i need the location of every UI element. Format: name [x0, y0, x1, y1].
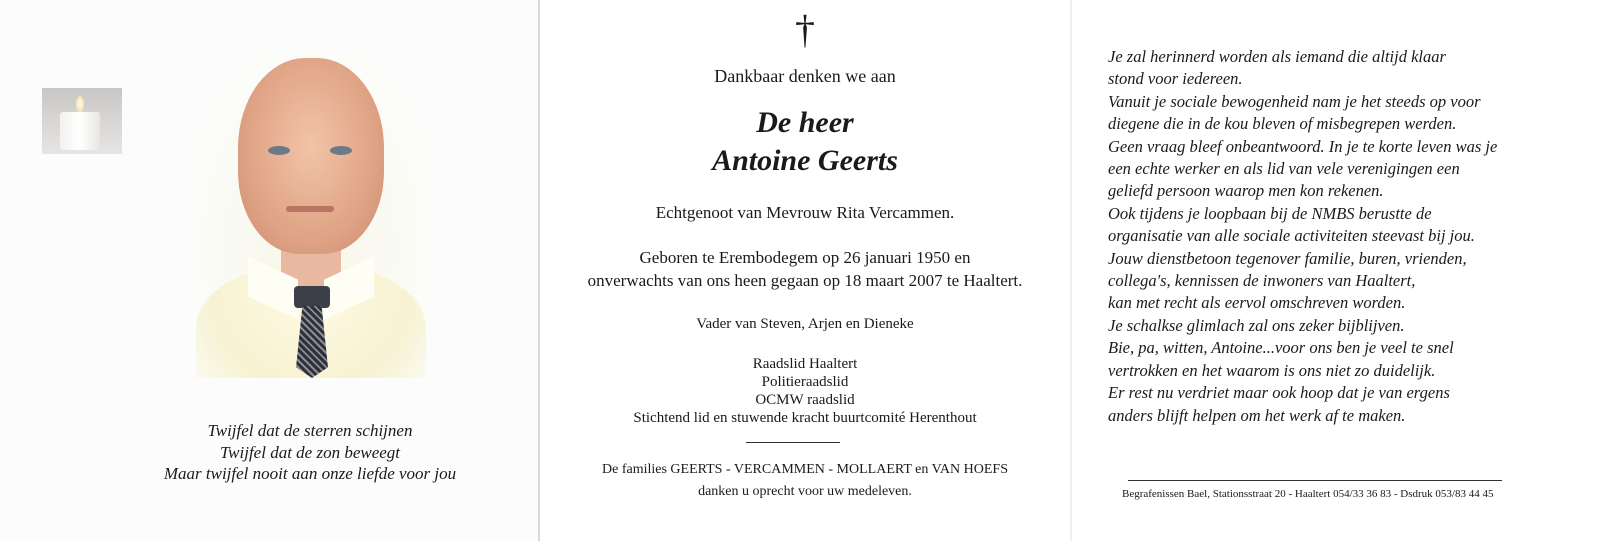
middle-panel — [540, 0, 1070, 541]
poem-line: Twijfel dat de zon beweegt — [219, 442, 401, 462]
spouse-text: Echtgenoot van Mevrouw Rita Vercammen. — [655, 203, 955, 222]
portrait-head — [238, 58, 384, 254]
portrait-tie-knot — [294, 286, 330, 308]
funeral-home-footer: Begrafenissen Bael, Stationsstraat 20 - Haaltert 054/33 36 83 - Dsdruk 053/83 44 45 — [1122, 488, 1494, 500]
poem-line: Maar twijfel nooit aan onze liefde voor jou — [163, 464, 457, 483]
tribute-line: Er rest nu verdriet maar ook hoop dat je van ergens — [1108, 383, 1450, 403]
portrait-photo — [186, 50, 436, 378]
families-text: De families GEERTS - VERCAMMEN - MOLLAERT en VAN HOEFS — [602, 462, 1008, 477]
tribute-line: Bie, pa, witten, Antoine...voor ons ben je veel te snel — [1108, 338, 1454, 358]
thanks-text: danken u oprecht voor uw medeleven. — [698, 484, 912, 499]
tribute-line: Jouw dienstbetoon tegenover familie, buren, vrienden, — [1108, 248, 1467, 268]
function-line: Stichtend lid en stuwende kracht buurtcomité Herenthout — [633, 410, 977, 426]
footer-divider — [1128, 480, 1502, 481]
left-panel — [0, 0, 538, 541]
cross-icon: † — [795, 7, 815, 52]
candle-flame — [76, 96, 84, 112]
tribute-line: organisatie van alle sociale activiteiten steevast bij jou. — [1108, 226, 1475, 246]
tribute-line: Je schalkse glimlach zal ons zeker bijblijven. — [1108, 315, 1405, 335]
poem-line: Twijfel dat de sterren schijnen — [207, 421, 413, 440]
tribute-line: kan met recht als eervol omschreven worden. — [1108, 293, 1406, 313]
portrait-mouth — [286, 206, 334, 212]
tribute-line: diegene die in de kou bleven of misbegrepen werden. — [1108, 114, 1457, 134]
candle-photo — [42, 88, 122, 154]
tribute-line: een echte werker en als lid van vele verenigingen een — [1108, 159, 1460, 179]
function-line: OCMW raadslid — [755, 392, 855, 408]
name-title-line1: De heer — [756, 106, 854, 139]
name-title-line2: Antoine Geerts — [712, 144, 898, 177]
birth-text: Geboren te Erembodegem op 26 januari 1950 en — [639, 248, 971, 267]
right-panel — [1072, 0, 1600, 541]
portrait-eye-left — [268, 146, 290, 155]
function-line: Raadslid Haaltert — [752, 356, 858, 372]
tribute-line: anders blijft helpen om het werk af te maken. — [1108, 405, 1406, 425]
tribute-line: Je zal herinnerd worden als iemand die altijd klaar — [1108, 47, 1446, 66]
tribute-line: Vanuit je sociale bewogenheid nam je het steeds op voor — [1108, 91, 1481, 111]
divider — [746, 442, 840, 443]
tribute-line: Geen vraag bleef onbeantwoord. In je te korte leven was je — [1108, 136, 1498, 156]
intro-text: Dankbaar denken we aan — [714, 66, 896, 86]
tribute-line: Ook tijdens je loopbaan bij de NMBS berustte de — [1108, 203, 1432, 223]
tribute-text — [1108, 46, 1497, 427]
death-text: onverwachts van ons heen gegaan op 18 maart 2007 te Haaltert. — [587, 271, 1023, 290]
function-line: Politieraadslid — [761, 374, 849, 390]
candle-body — [60, 112, 100, 150]
portrait-eye-right — [330, 146, 352, 155]
children-text: Vader van Steven, Arjen en Dieneke — [696, 316, 914, 332]
tribute-line: vertrokken en het waarom is ons niet zo duidelijk. — [1108, 360, 1436, 380]
tribute-line: collega's, kennissen de inwoners van Haaltert, — [1108, 271, 1416, 291]
poem — [0, 420, 620, 485]
tribute-line: geliefd persoon waarop men kon rekenen. — [1108, 181, 1384, 201]
tribute-line: stond voor iedereen. — [1108, 69, 1243, 89]
